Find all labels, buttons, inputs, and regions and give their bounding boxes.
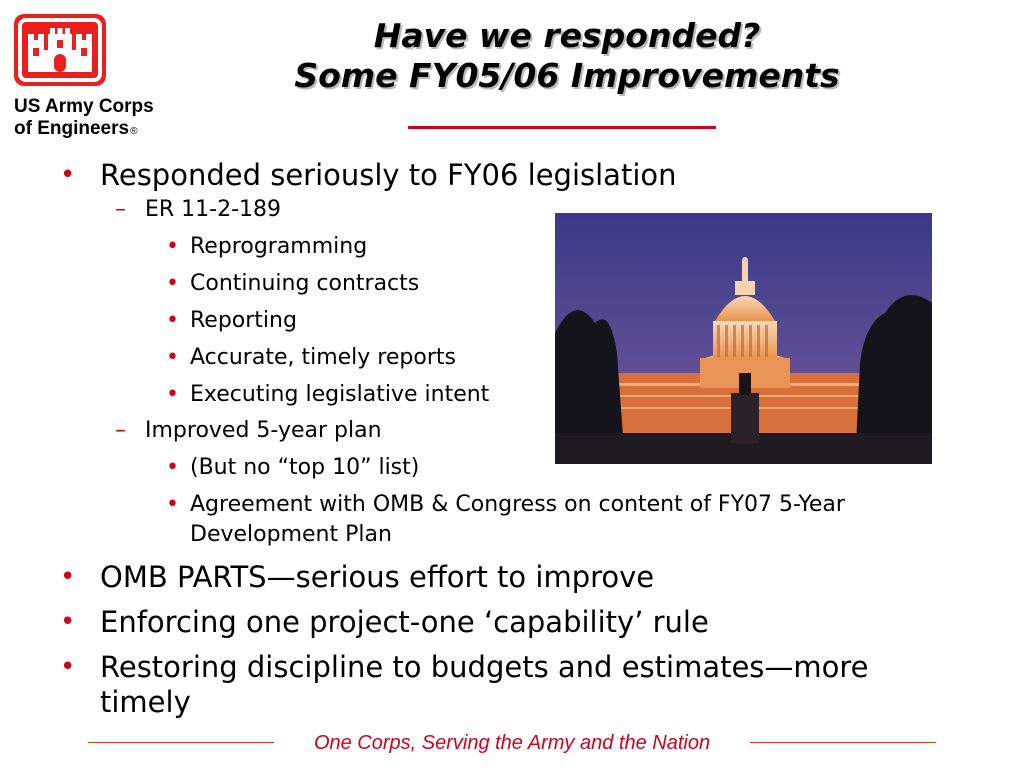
- sub-bullet-er: – ER 11-2-189: [60, 195, 960, 225]
- footer-slogan: One Corps, Serving the Army and the Nation: [313, 732, 711, 754]
- castle-icon: [14, 14, 106, 86]
- footer-rule-right: [750, 742, 936, 743]
- title-line-1: Have we responded?: [373, 16, 761, 55]
- item-reporting: • Reporting: [60, 306, 950, 336]
- title-underline: [408, 126, 716, 129]
- capitol-photo: [555, 213, 932, 464]
- sub-bullet-5-year-plan: – Improved 5-year plan: [60, 416, 960, 446]
- registered-mark: ®: [130, 126, 138, 137]
- bullet-fy06-legislation: • Responded seriously to FY06 legislation: [60, 158, 960, 193]
- logo-line-2: [14, 118, 184, 143]
- title-line-2: Some FY05/06 Improvements: [294, 56, 840, 95]
- slide-title: [212, 16, 922, 96]
- item-accurate-reports: • Accurate, timely reports: [60, 343, 950, 373]
- item-legislative-intent: • Executing legislative intent: [60, 380, 950, 410]
- logo-line-1: US Army Corps: [14, 96, 154, 117]
- bullet-capability-rule: • Enforcing one project-one ‘capability’ rule: [60, 605, 960, 640]
- footer-rule-left: [88, 742, 274, 743]
- item-no-top-10: • (But no “top 10” list): [60, 453, 950, 483]
- usace-logo: [14, 14, 184, 143]
- bullet-budget-discipline: • Restoring discipline to budgets and estimates—more timely: [60, 650, 920, 720]
- item-reprogramming: • Reprogramming: [60, 232, 950, 262]
- castle-logo-box: [14, 14, 106, 86]
- logo-line-2-text: of Engineers: [14, 118, 130, 139]
- item-continuing-contracts: • Continuing contracts: [60, 269, 950, 299]
- footer: [0, 730, 1024, 756]
- bullet-omb-parts: • OMB PARTS—serious effort to improve: [60, 560, 960, 595]
- logo-wordmark: [14, 96, 184, 143]
- item-omb-congress-agreement: • Agreement with OMB & Congress on content of FY07 5-Year Development Plan: [60, 490, 950, 550]
